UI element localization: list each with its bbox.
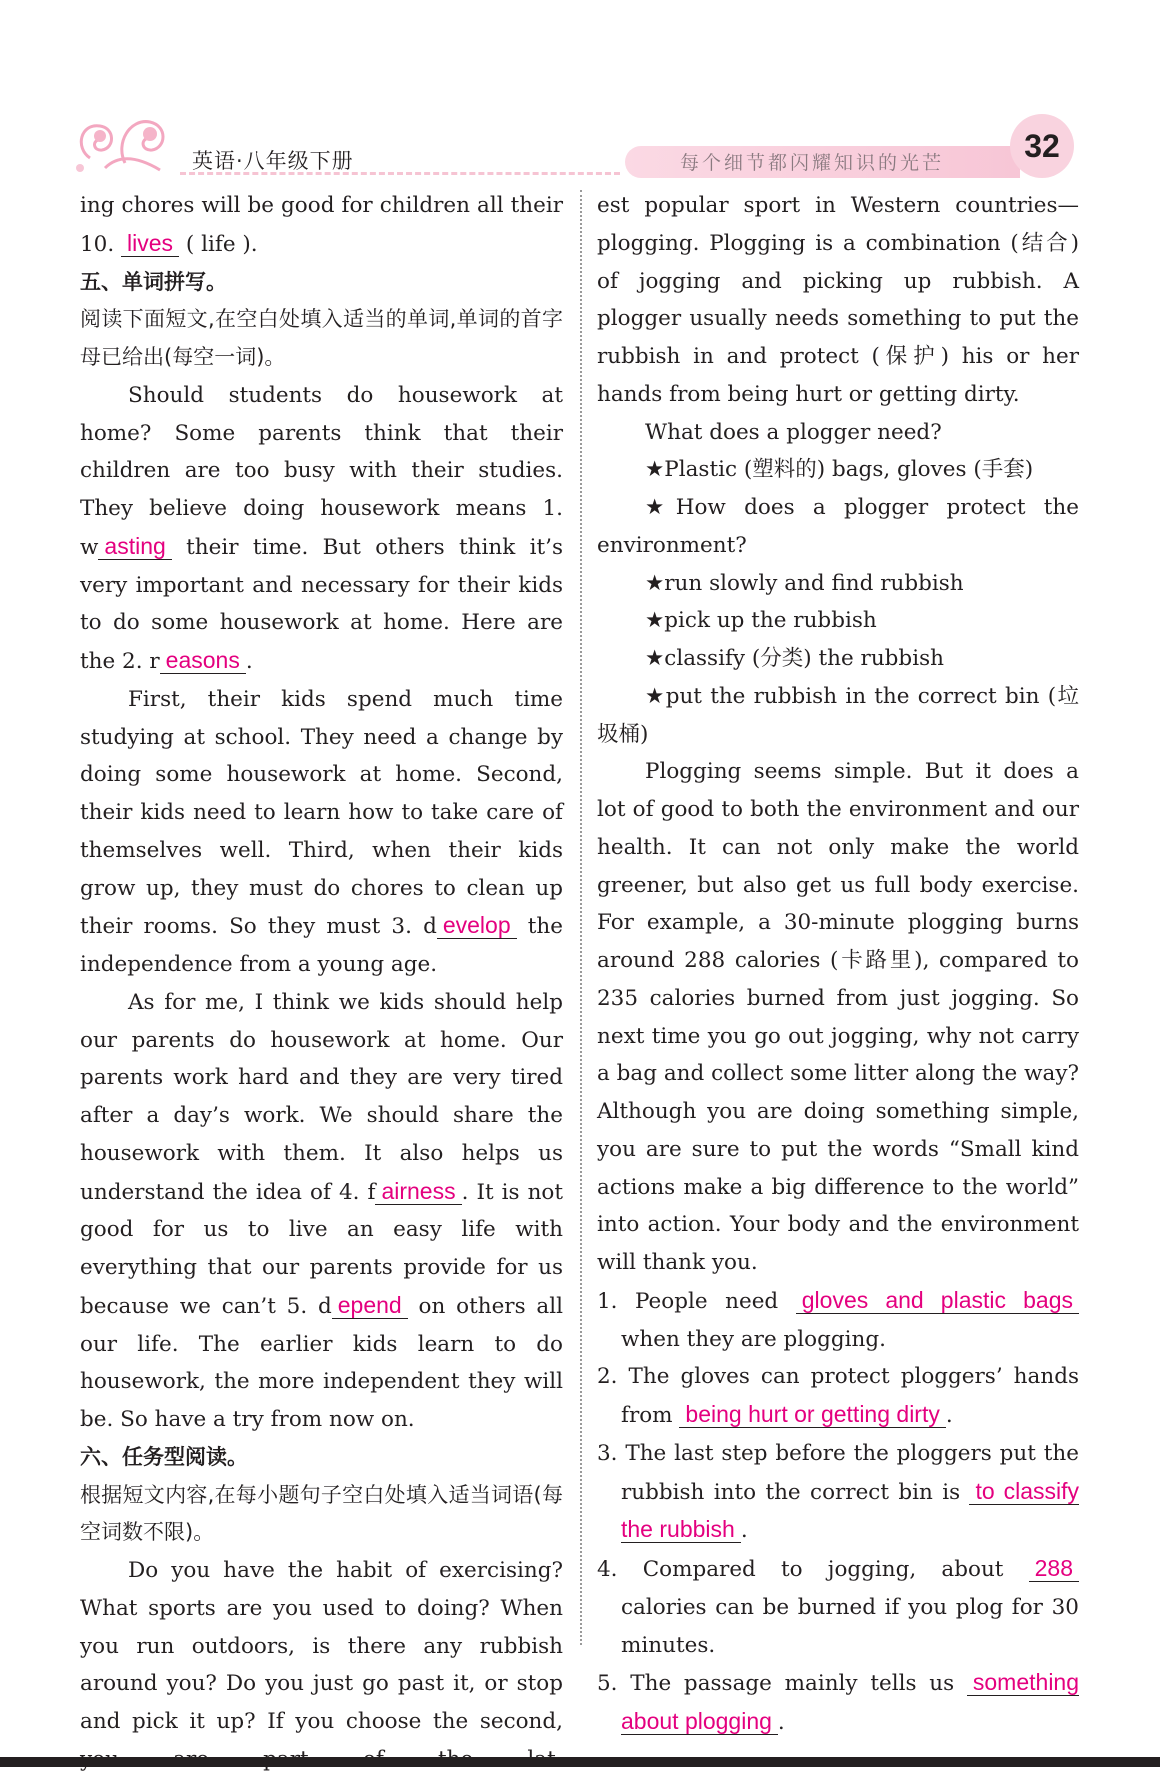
list-line: ★run slowly and find rubbish bbox=[645, 570, 964, 596]
column-divider bbox=[580, 190, 582, 1645]
paragraph: ing chores will be good for children all their bbox=[80, 193, 563, 218]
answer-lives: lives bbox=[121, 230, 179, 257]
text-segment: As for me, I think we kids should help our parents do housework at home. Our parents work hard and they are very tired after a day’s work. We should share the housework with them. It also helps us understand the idea of 4. f bbox=[80, 989, 563, 1205]
text-segment: First, their kids spend much time studying at school. They need a change by doing some housework at home. Second, their kids need to learn how to take care of themselves well. Third, when their kids grow up, they must do chores to clean up their rooms. So they must 3. d bbox=[80, 686, 563, 940]
list-line: ★classify (分类) the rubbish bbox=[645, 646, 944, 671]
text-segment: 10. bbox=[80, 231, 115, 257]
list-line: What does a plogger need? bbox=[645, 419, 942, 445]
question-5 bbox=[597, 1664, 1079, 1742]
list-line: ★Plastic (塑料的) bags, gloves (手套) bbox=[645, 457, 1034, 483]
list-line: ★How does a plogger protect the environment? bbox=[597, 495, 1079, 558]
question-4 bbox=[597, 1550, 1079, 1664]
answer-wasting: asting bbox=[98, 533, 171, 560]
text-segment: the independence from a young age. bbox=[80, 914, 563, 977]
answer-4: 288 bbox=[1029, 1555, 1079, 1582]
header-motto: 每个细节都闪耀知识的光芒 bbox=[680, 152, 945, 174]
section-six-title: 六、任务型阅读。 bbox=[80, 1444, 248, 1469]
question-text: 1. People need bbox=[597, 1288, 779, 1314]
answer-fairness: airness bbox=[375, 1178, 461, 1205]
left-column bbox=[80, 187, 563, 1779]
question-2 bbox=[597, 1358, 1079, 1435]
paragraph: est popular sport in Western countries—plogging. Plogging is a combination (结合) of jogging and picking up rubbish. A plogger usually needs something to put the rubbish in and protect (保护) his or her hands from being hurt or getting dirty. bbox=[597, 193, 1079, 407]
text-segment: on others all our life. The earlier kids learn to do housework, the more independent they will be. So have a try from now on. bbox=[80, 1293, 563, 1432]
paragraph: Plogging seems simple. But it does a lot of good to both the environment and our health. It can not only make the world greener, but also get us full body exercise. For example, a 30-minute plogging burns around 288 calories (卡路里), compared to 235 calories burned from just jogging. So next time you go out jogging, why not carry a bag and collect some litter along the way? Although you are doing something simple, you are sure to put the words “Small kind actions make a big difference to the world” into action. Your body and the environment will thank you. bbox=[597, 759, 1079, 1275]
paragraph: Do you have the habit of exercising? What sports are you used to doing? When you run outdoors, is there any rubbish around you? Do you just go past it, or stop and pick it up? If you choose the second, bbox=[80, 1558, 563, 1734]
answer-1: gloves and plastic bags bbox=[796, 1287, 1079, 1314]
answer-5: something about plogging bbox=[621, 1669, 1080, 1734]
question-text: 2. The gloves can protect ploggers’ hands from bbox=[597, 1364, 1079, 1428]
section-five-instructions: 阅读下面短文,在空白处填入适当的单词,单词的首字母已给出(每空一词)。 bbox=[80, 307, 563, 369]
question-text: 3. The last step before the ploggers put the rubbish into the correct bin is bbox=[597, 1440, 1079, 1505]
question-text: . bbox=[740, 1518, 748, 1544]
answer-develop: evelop bbox=[437, 912, 517, 939]
answer-depend: epend bbox=[332, 1292, 408, 1319]
answer-3: to classify the rubbish bbox=[621, 1477, 1079, 1543]
header-divider bbox=[180, 172, 620, 175]
text-segment: their time. But others think it’s very important and necessary for their kids to do some housework at home. Here are the 2. r bbox=[80, 534, 563, 674]
paragraph bbox=[80, 377, 563, 681]
list-line: ★pick up the rubbish bbox=[645, 608, 877, 634]
page-header bbox=[0, 0, 1160, 200]
question-3 bbox=[597, 1435, 1079, 1550]
question-text: 5. The passage mainly tells us bbox=[597, 1671, 955, 1697]
section-six-instructions: 根据短文内容,在每小题句子空白处填入适当词语(每空词数不限)。 bbox=[80, 1482, 563, 1545]
paragraph bbox=[80, 984, 563, 1439]
page-number: 32 bbox=[1024, 127, 1060, 164]
page-number-badge bbox=[1010, 114, 1074, 178]
book-title: 英语·八年级下册 bbox=[192, 149, 354, 173]
text-segment: Should students do housework at home? Some parents think that their children are too busy with their studies. They believe doing housework means 1. w bbox=[80, 382, 563, 560]
question-text: when they are plogging. bbox=[621, 1326, 886, 1352]
question-text: calories can be burned if you plog for 30 minutes. bbox=[621, 1594, 1079, 1658]
text-segment: . bbox=[245, 649, 253, 674]
question-1 bbox=[597, 1282, 1079, 1359]
question-text: . bbox=[777, 1710, 785, 1735]
section-five-title: 五、单词拼写。 bbox=[80, 269, 227, 294]
right-column bbox=[597, 187, 1079, 1742]
bottom-edge-bar bbox=[0, 1757, 1160, 1767]
paragraph bbox=[80, 225, 563, 264]
list-line: ★put the rubbish in the correct bin (垃圾桶) bbox=[597, 683, 1079, 747]
answer-reasons: easons bbox=[160, 647, 246, 674]
question-text: . bbox=[945, 1403, 953, 1428]
text-segment: ( life ). bbox=[185, 231, 258, 257]
paragraph bbox=[80, 681, 563, 984]
flower-ornament-icon bbox=[70, 108, 180, 180]
answer-2: being hurt or getting dirty bbox=[679, 1401, 945, 1428]
question-text: 4. Compared to jogging, about bbox=[597, 1557, 1004, 1582]
text-segment: . It is not good for us to live an easy life with everything that our parents provide for us because we can’t 5. d bbox=[80, 1179, 563, 1319]
